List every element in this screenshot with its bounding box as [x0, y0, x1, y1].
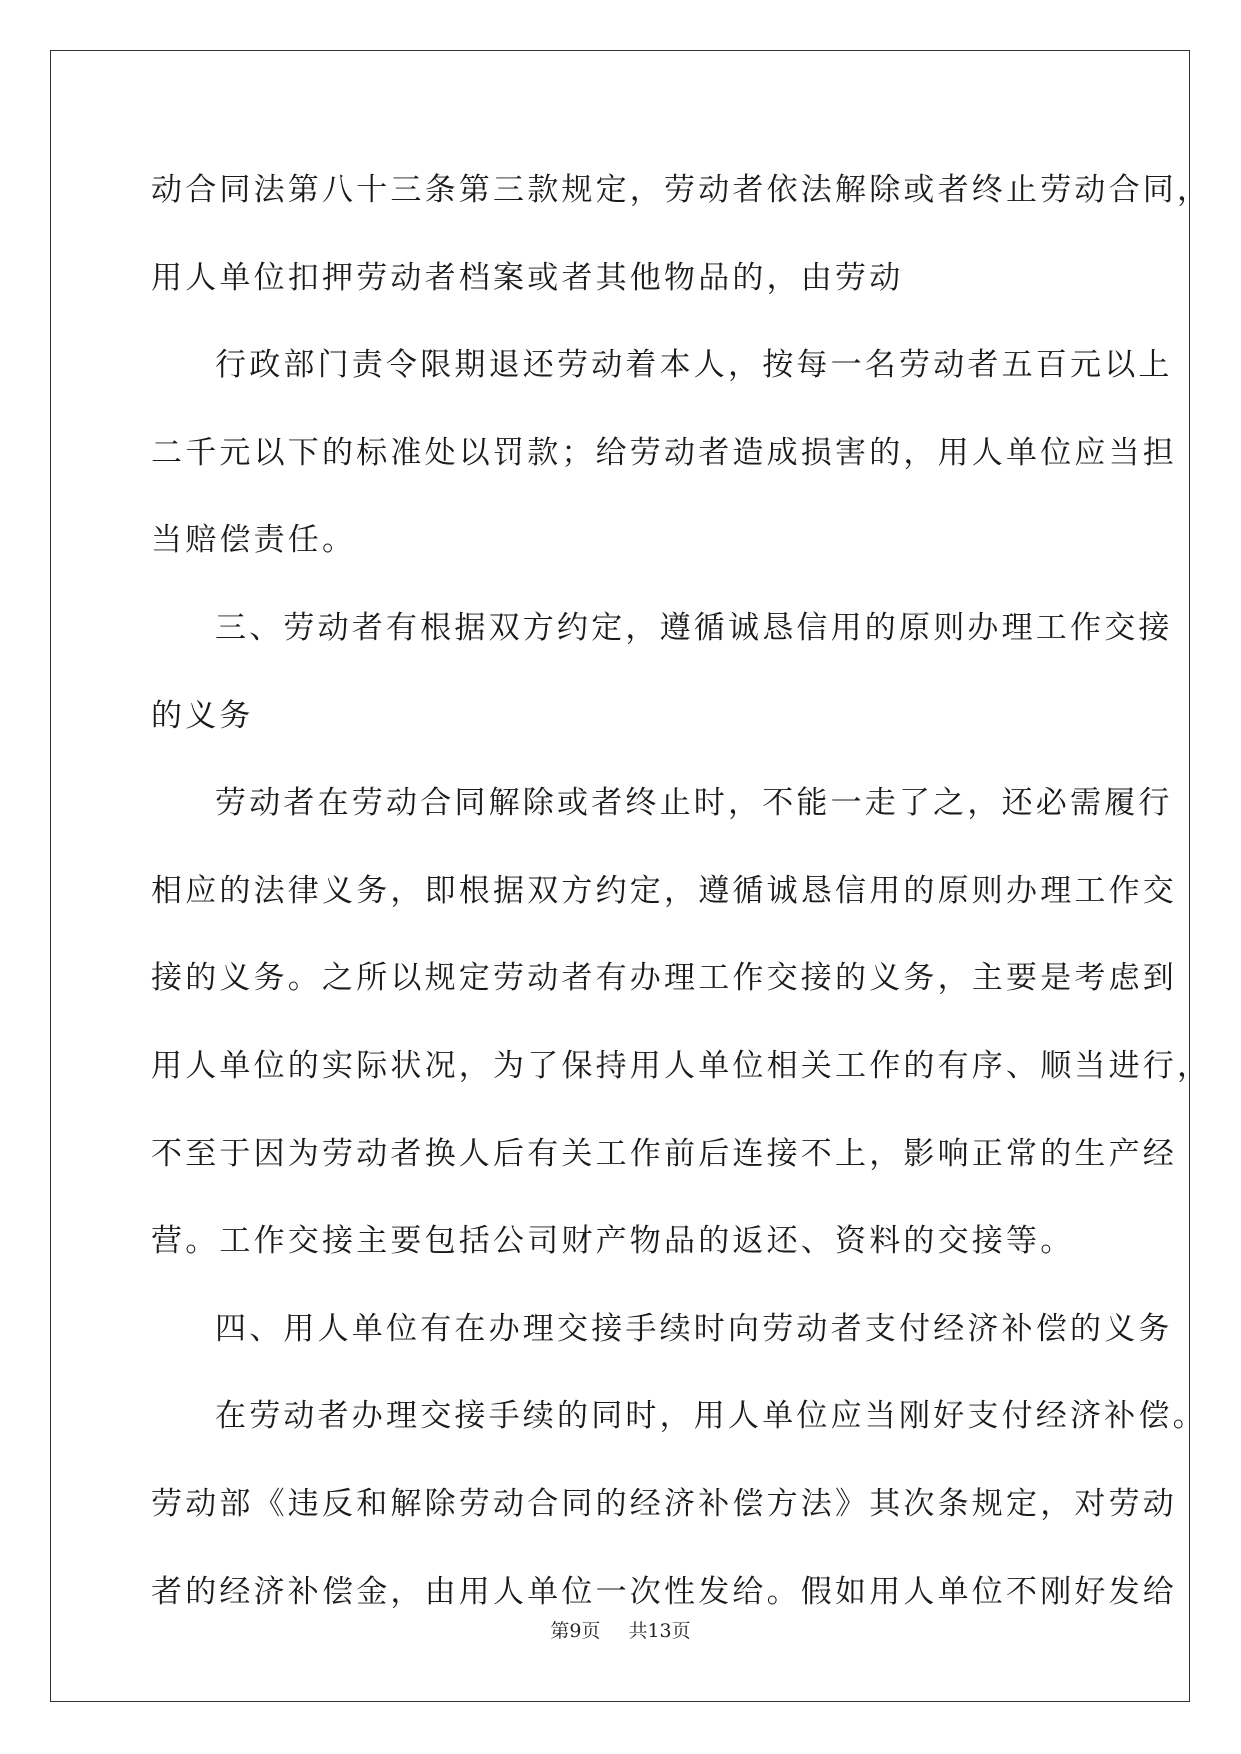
- text-line: 相应的法律义务，即根据双方约定，遵循诚恳信用的原则办理工作交: [151, 872, 1177, 909]
- section-heading: 四、用人单位有在办理交接手续时向劳动者支付经济补偿的义务: [215, 1310, 1173, 1347]
- text-line: 在劳动者办理交接手续的同时，用人单位应当刚好支付经济补偿。: [215, 1398, 1207, 1435]
- document-body: [151, 160, 1212, 1649]
- text-line: 接的义务。之所以规定劳动者有办理工作交接的义务，主要是考虑到: [151, 960, 1177, 997]
- text-line: 当赔偿责任。: [151, 522, 357, 559]
- text-line: 劳动者在劳动合同解除或者终止时，不能一走了之，还必需履行: [215, 785, 1173, 822]
- page-total: 共13页: [628, 1620, 691, 1642]
- text-line: 用人单位扣押劳动者档案或者其他物品的，由劳动: [151, 259, 904, 296]
- text-line: 用人单位的实际状况，为了保持用人单位相关工作的有序、顺当进行，: [151, 1047, 1212, 1084]
- text-line: 行政部门责令限期退还劳动着本人，按每一名劳动者五百元以上: [215, 347, 1173, 384]
- text-line: 者的经济补偿金，由用人单位一次性发给。假如用人单位不刚好发给: [151, 1573, 1177, 1610]
- text-line: 的义务: [151, 697, 254, 734]
- page-number: 第9页: [550, 1620, 601, 1642]
- text-line: 动合同法第八十三条第三款规定，劳动者依法解除或者终止劳动合同，: [151, 172, 1212, 208]
- page-footer: [0, 1616, 1241, 1643]
- text-line: 营。工作交接主要包括公司财产物品的返还、资料的交接等。: [151, 1223, 1075, 1260]
- section-heading: 三、劳动者有根据双方约定，遵循诚恳信用的原则办理工作交接: [215, 609, 1173, 646]
- text-line: 劳动部《违反和解除劳动合同的经济补偿方法》其次条规定，对劳动: [151, 1485, 1177, 1522]
- text-line: 不至于因为劳动者换人后有关工作前后连接不上，影响正常的生产经: [151, 1135, 1177, 1172]
- text-line: 二千元以下的标准处以罚款；给劳动者造成损害的，用人单位应当担: [151, 434, 1177, 471]
